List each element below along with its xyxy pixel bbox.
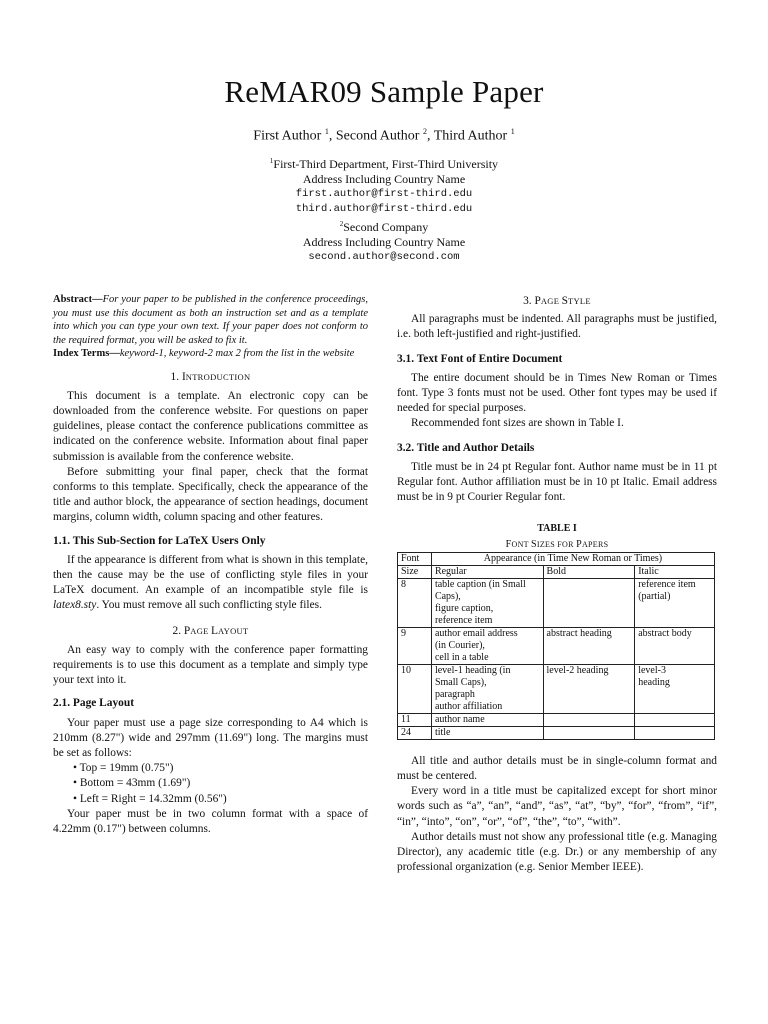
table-cell <box>543 726 635 739</box>
table-cell <box>431 713 543 726</box>
section-initial: P <box>534 295 541 307</box>
affiliation-2 <box>0 217 768 265</box>
section-initial: S <box>561 295 568 307</box>
table-subtitle-part: S <box>531 538 537 550</box>
section-heading-introduction <box>53 370 368 385</box>
paragraph-text: . You must remove all such conflicting style files. <box>96 599 322 612</box>
table-header-cell: Size <box>398 565 432 578</box>
cell-line: reference item <box>434 614 493 626</box>
subsection-heading: 2.1. Page Layout <box>53 697 134 710</box>
table-cell <box>635 578 715 627</box>
cell-line: author affiliation <box>434 700 503 712</box>
table-cell <box>543 713 635 726</box>
table-cell <box>543 627 635 664</box>
table-cell: 10 <box>398 664 432 713</box>
table-cell: 11 <box>398 713 432 726</box>
author-sep: , <box>328 128 336 144</box>
table-header-cell: Regular <box>431 565 543 578</box>
cell-line: author name <box>434 713 485 725</box>
cell-line: reference item <box>638 578 696 590</box>
cell-line: abstract body <box>638 627 692 639</box>
section-number: 3. <box>523 295 532 307</box>
paper-title: ReMAR09 Sample Paper <box>224 74 544 109</box>
affiliation-1-dept <box>0 154 768 172</box>
abstract-label: Abstract <box>53 294 93 305</box>
author-1-sup: 1 <box>324 127 329 136</box>
paragraph: Recommended font sizes are shown in Table I. <box>411 417 624 430</box>
style-file-name: latex8.sty <box>53 599 97 612</box>
table-cell <box>431 664 543 713</box>
table-header-row <box>398 565 715 578</box>
cell-line: abstract heading <box>546 627 612 639</box>
cell-line: title <box>434 726 451 738</box>
cell-line: figure caption, <box>434 602 494 614</box>
index-terms-label: Index Terms <box>53 348 110 359</box>
section-heading-page-style <box>397 294 717 309</box>
section-rest: AGE <box>540 296 562 306</box>
paragraph-text: If the appearance is different from what is shown in this template, then the cause may be the use of conflicting style files in your LaTeX document. An example of an incompatible style file is <box>53 553 368 597</box>
subsection-heading: 1.1. This Sub-Section for LaTeX Users Only <box>53 534 266 547</box>
left-column <box>53 293 368 837</box>
list-item: • Top = 19mm (0.75") <box>73 762 174 775</box>
author-email: first.author@first-third.edu <box>295 188 473 200</box>
author-email: second.author@second.com <box>308 251 460 263</box>
cell-line: author email address <box>434 627 518 639</box>
table-header-row <box>398 552 715 565</box>
table-row <box>398 726 715 739</box>
paragraph: Your paper must be in two column format with a space of 4.22mm (0.17") between columns. <box>53 807 368 835</box>
list-item: • Left = Right = 14.32mm (0.56") <box>73 792 227 805</box>
table-subtitle-part: P <box>576 538 582 550</box>
author-2-sup: 2 <box>422 127 427 136</box>
paragraph: An easy way to comply with the conference paper formatting requirements is to use this document as a template and simply type your text into it. <box>53 643 368 687</box>
author-sep: , <box>426 128 434 144</box>
paragraph: Author details must not show any professional title (e.g. Managing Director), any academic title (e.g. Dr.) or any membership of any professional organization (e.g. Senior Member IEEE). <box>397 830 717 874</box>
cell-line: (partial) <box>638 590 671 602</box>
subsection-heading: 3.1. Text Font of Entire Document <box>397 352 563 365</box>
abstract-dash: — <box>92 294 103 305</box>
paragraph: All paragraphs must be indented. All paragraphs must be justified, i.e. both left-justified and right-justified. <box>397 313 717 341</box>
affiliation-2-dept-text: Second Company <box>343 220 429 234</box>
affiliation-2-dept <box>0 217 768 235</box>
cell-line: cell in a table <box>434 651 489 663</box>
author-list <box>0 127 768 145</box>
table-subtitle-part: ONT <box>511 539 532 549</box>
index-terms <box>53 347 368 361</box>
section-rest: NTRODUCTION <box>185 371 251 382</box>
cell-line: Small Caps), <box>434 676 487 688</box>
paragraph: Before submitting your final paper, check that the format conforms to this template. Specifically, check the appearance of the title and author block, the appearance of section headings, document margins, column width, column spacing and other features. <box>53 465 368 524</box>
table-cell: 9 <box>398 627 432 664</box>
author-3-sup: 1 <box>510 127 515 136</box>
affiliation-2-address: Address Including Country Name <box>302 235 466 249</box>
table-subtitle-part: APERS <box>581 539 609 549</box>
section-rest: TYLE <box>567 296 591 306</box>
right-column <box>397 294 717 875</box>
affiliation-1-sup: 1 <box>269 157 274 165</box>
subsection-heading: 3.2. Title and Author Details <box>397 441 535 454</box>
section-initial: I <box>181 370 186 383</box>
paragraph: The entire document should be in Times New Roman or Times font. Type 3 fonts must not be used. Other font types may be used if needed for special purposes. <box>397 371 717 415</box>
section-initial: P <box>183 624 191 637</box>
table-cell <box>635 627 715 664</box>
section-rest: AGE <box>190 625 212 636</box>
cell-line: paragraph <box>434 688 475 700</box>
cell-line: level-3 <box>638 664 666 676</box>
table-cell: 24 <box>398 726 432 739</box>
table-cell <box>431 726 543 739</box>
table-cell: 8 <box>398 578 432 627</box>
author-email: third.author@first-third.edu <box>295 203 473 215</box>
affiliation-1 <box>0 154 768 217</box>
table-header-cell: Bold <box>543 565 635 578</box>
section-initial: L <box>211 624 219 637</box>
index-terms-body: keyword-1, keyword-2 max 2 from the list in the website <box>119 348 355 359</box>
table-subtitle-part: IZES FOR <box>536 539 577 549</box>
table-header-cell: Font <box>398 552 432 565</box>
table-row <box>398 578 715 627</box>
author-3: Third Author <box>433 128 508 144</box>
table-subtitle <box>397 537 717 552</box>
affiliation-1-address: Address Including Country Name <box>302 172 466 186</box>
section-number: 1. <box>170 370 180 383</box>
paragraph <box>53 553 368 614</box>
paragraph: Title must be in 24 pt Regular font. Author name must be in 11 pt Regular font. Author affiliation must be in 10 pt Italic. Email address must be in 9 pt Courier Regular font. <box>397 460 717 504</box>
cell-line: level-1 heading (in <box>434 664 511 676</box>
table-row <box>398 664 715 713</box>
cell-line: level-2 heading <box>546 664 609 676</box>
table-header-cell: Italic <box>635 565 715 578</box>
table-cell <box>543 664 635 713</box>
paragraph: Your paper must use a page size corresponding to A4 which is 210mm (8.27") wide and 297mm (11.69") long. The margins must be set as follows: <box>53 716 368 759</box>
section-rest: AYOUT <box>218 625 249 636</box>
abstract <box>53 293 368 347</box>
table-cell <box>543 578 635 627</box>
table-cell <box>431 627 543 664</box>
table-caption: TABLE I <box>537 523 577 535</box>
section-number: 2. <box>172 624 182 637</box>
table-header-cell: Appearance (in Time New Roman or Times) <box>431 552 714 565</box>
cell-line: (in Courier), <box>434 639 485 651</box>
paragraph: This document is a template. An electronic copy can be downloaded from the conference website. For questions on paper guidelines, please contact the conference publications committee as indicated on the conference website. Information about final paper submission is available from the conference website. <box>53 389 368 463</box>
table-cell <box>431 578 543 627</box>
author-1: First Author <box>253 128 322 144</box>
abstract-body: For your paper to be published in the conference proceedings, you must use this document as both an instruction set and as a template into which you can type your own text. If your paper does not conform to the required format, you will be asked to fix it. <box>53 294 368 346</box>
table-cell <box>635 713 715 726</box>
font-sizes-table <box>397 552 715 740</box>
paragraph: All title and author details must be in single-column format and must be centered. <box>397 754 717 783</box>
index-terms-dash: — <box>109 348 120 359</box>
section-heading-page-layout <box>53 624 368 639</box>
table-block <box>397 521 717 739</box>
affiliation-1-dept-text: First-Third Department, First-Third University <box>273 157 499 171</box>
cell-line: heading <box>638 676 670 688</box>
table-row <box>398 627 715 664</box>
cell-line: table caption (in Small Caps), <box>434 578 526 602</box>
table-cell <box>635 664 715 713</box>
table-row <box>398 713 715 726</box>
paragraph: Every word in a title must be capitalized except for short minor words such as “a”, “an”, “and”, “as”, “at”, “by”, “for”, “from”, “if”, “in”, “into”, “on”, “or”, “of”, “the”, “to”, “with”. <box>397 785 717 828</box>
affiliation-2-sup: 2 <box>339 220 344 228</box>
author-2: Second Author <box>335 128 420 144</box>
table-subtitle-part: F <box>505 538 512 550</box>
table-cell <box>635 726 715 739</box>
list-item: • Bottom = 43mm (1.69") <box>73 777 191 790</box>
